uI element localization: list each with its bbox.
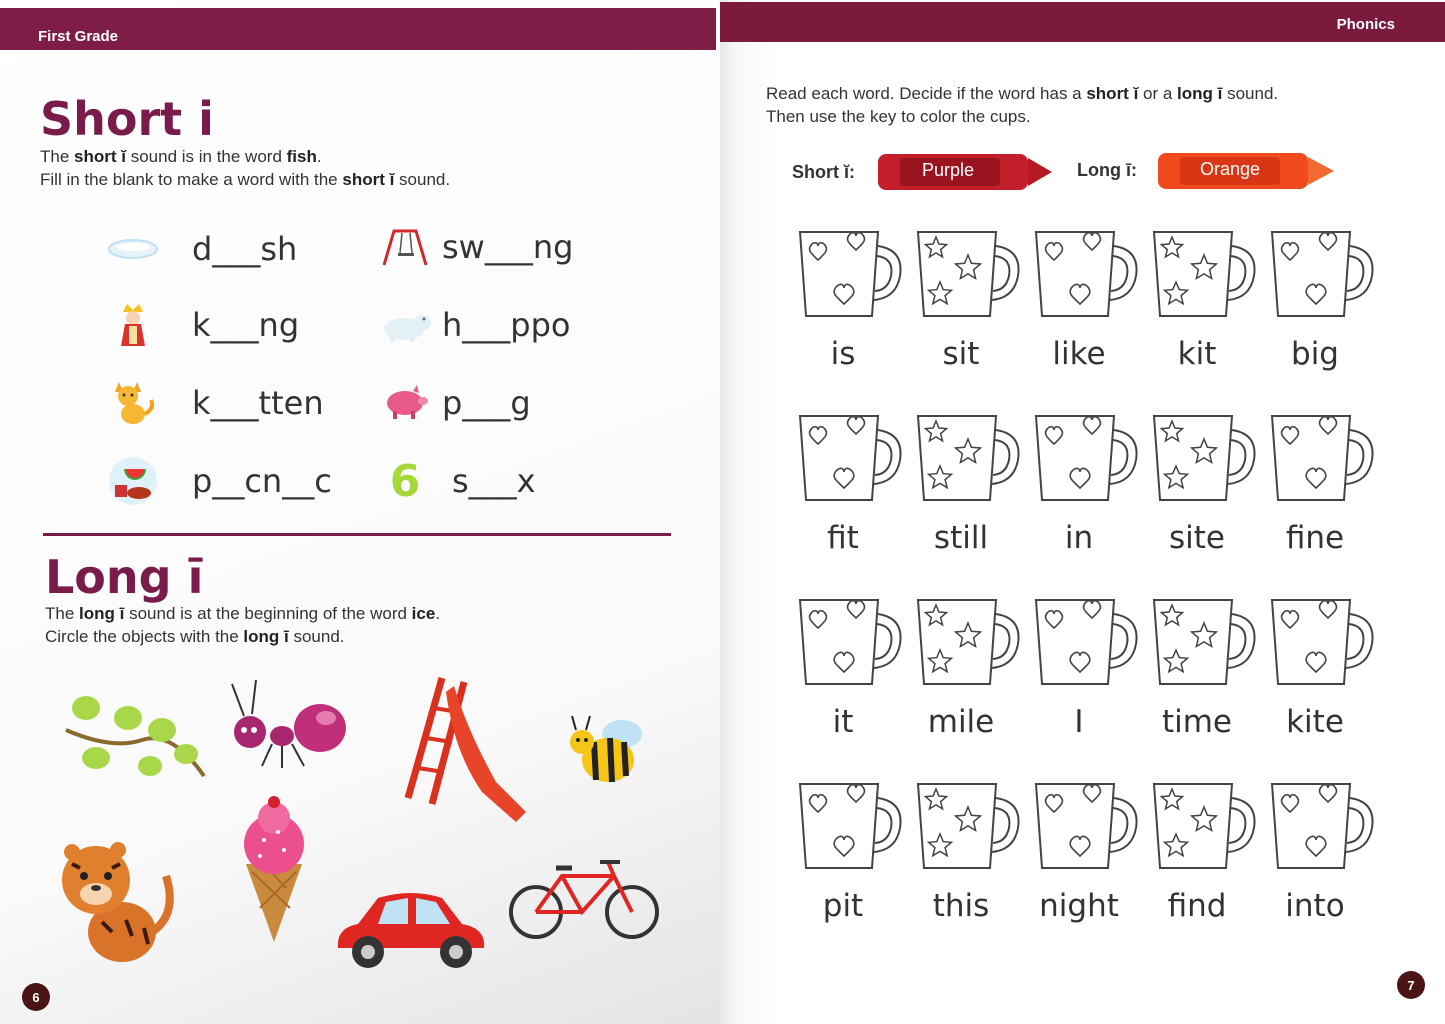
left-page bbox=[0, 0, 720, 1024]
blank-word: p__cn__c bbox=[192, 462, 332, 500]
orange-crayon-icon: Orange bbox=[1158, 151, 1334, 191]
slide-icon[interactable] bbox=[398, 672, 530, 824]
cup-word: pit bbox=[822, 888, 864, 924]
vine-icon[interactable] bbox=[62, 690, 208, 782]
cup-stars-icon[interactable] bbox=[1150, 228, 1260, 323]
cup-hearts-icon[interactable] bbox=[796, 596, 906, 691]
cup-hearts-icon[interactable] bbox=[1032, 780, 1142, 875]
blank-word: sw___ng bbox=[442, 228, 574, 266]
cup-stars-icon[interactable] bbox=[1150, 596, 1260, 691]
bee-icon[interactable] bbox=[566, 712, 650, 788]
grade-label: First Grade bbox=[38, 28, 119, 45]
fill-item bbox=[106, 226, 297, 272]
cup-hearts-icon[interactable] bbox=[1268, 596, 1378, 691]
cup-word: I bbox=[1074, 704, 1084, 740]
short-i-title: Short i bbox=[40, 92, 214, 146]
blank-word: s___x bbox=[452, 462, 536, 500]
cups-instruction-1: Read each word. Decide if the word has a short ĭ or a long ī sound. bbox=[766, 84, 1279, 103]
cup-hearts-icon[interactable] bbox=[1268, 228, 1378, 323]
cup-stars-icon[interactable] bbox=[914, 412, 1024, 507]
purple-crayon-icon: Purple bbox=[878, 152, 1052, 192]
cup-word: it bbox=[832, 704, 854, 740]
picnic-icon bbox=[106, 458, 160, 504]
long-i-instruction-1: The long ī sound is at the beginning of the word ice. bbox=[45, 604, 441, 623]
fill-item bbox=[378, 224, 573, 270]
cup-word: find bbox=[1167, 888, 1227, 924]
key-label-long: Long ī: bbox=[1077, 160, 1137, 180]
fill-item bbox=[106, 380, 324, 426]
long-i-title: Long ī bbox=[45, 550, 204, 604]
cup-hearts-icon[interactable] bbox=[796, 412, 906, 507]
fill-item bbox=[106, 302, 299, 348]
cup-word: in bbox=[1064, 520, 1094, 556]
pig-icon bbox=[378, 380, 432, 426]
cup-word: time bbox=[1161, 704, 1233, 740]
cup-word: fit bbox=[827, 520, 859, 556]
fill-item bbox=[378, 302, 570, 348]
header-band-left bbox=[0, 8, 716, 50]
cup-stars-icon[interactable] bbox=[914, 596, 1024, 691]
cup-word: big bbox=[1291, 336, 1339, 372]
kitten-icon bbox=[106, 380, 160, 426]
cup-word: still bbox=[933, 520, 989, 556]
ant-icon[interactable] bbox=[226, 676, 350, 770]
car-icon[interactable] bbox=[332, 884, 490, 974]
cup-hearts-icon[interactable] bbox=[1268, 780, 1378, 875]
cup-hearts-icon[interactable] bbox=[796, 228, 906, 323]
blank-word: k___ng bbox=[192, 306, 300, 344]
ice-cream-icon[interactable] bbox=[234, 796, 314, 944]
cup-word: like bbox=[1052, 336, 1106, 372]
cup-word: night bbox=[1039, 888, 1119, 924]
key-label-short: Short ĭ: bbox=[792, 162, 855, 182]
cup-word: mile bbox=[927, 704, 995, 740]
right-page bbox=[720, 0, 1445, 1024]
blank-word: d___sh bbox=[192, 230, 298, 268]
king-icon bbox=[106, 302, 160, 348]
cup-hearts-icon[interactable] bbox=[1032, 412, 1142, 507]
cups-instruction-2: Then use the key to color the cups. bbox=[766, 107, 1031, 126]
cup-word: into bbox=[1285, 888, 1345, 924]
cup-word: fine bbox=[1285, 520, 1345, 556]
cup-hearts-icon[interactable] bbox=[1032, 228, 1142, 323]
short-i-instruction-2: Fill in the blank to make a word with the short ĭ sound. bbox=[40, 170, 451, 189]
cup-hearts-icon[interactable] bbox=[1032, 596, 1142, 691]
cup-word: site bbox=[1169, 520, 1225, 556]
cup-word: kit bbox=[1177, 336, 1217, 372]
cup-word: sit bbox=[942, 336, 980, 372]
cup-stars-icon[interactable] bbox=[1150, 780, 1260, 875]
long-i-instruction-2: Circle the objects with the long ī sound. bbox=[45, 627, 345, 646]
bike-icon[interactable] bbox=[506, 856, 662, 942]
fill-item bbox=[106, 458, 332, 504]
cup-hearts-icon[interactable] bbox=[796, 780, 906, 875]
cup-word: this bbox=[932, 888, 990, 924]
six-icon: 6 bbox=[389, 455, 421, 507]
cup-stars-icon[interactable] bbox=[1150, 412, 1260, 507]
blank-word: k___tten bbox=[192, 384, 324, 422]
blank-word: p___g bbox=[442, 384, 531, 422]
blank-word: h___ppo bbox=[442, 306, 571, 344]
cup-word: is bbox=[830, 336, 856, 372]
cup-stars-icon[interactable] bbox=[914, 228, 1024, 323]
tiger-icon[interactable] bbox=[52, 836, 188, 968]
page-number-left: 6 bbox=[22, 983, 50, 1011]
hippo-icon bbox=[378, 302, 432, 348]
header-band-right bbox=[720, 2, 1445, 42]
cup-stars-icon[interactable] bbox=[914, 780, 1024, 875]
section-divider bbox=[43, 533, 671, 536]
cup-word: kite bbox=[1286, 704, 1344, 740]
swing-icon bbox=[378, 224, 432, 270]
dish-icon bbox=[106, 226, 160, 272]
short-i-instruction-1: The short ĭ sound is in the word fish. bbox=[40, 147, 322, 166]
fill-item bbox=[378, 455, 536, 507]
cup-hearts-icon[interactable] bbox=[1268, 412, 1378, 507]
fill-item bbox=[378, 380, 531, 426]
page-number-right: 7 bbox=[1397, 971, 1425, 999]
subject-label: Phonics bbox=[1336, 16, 1395, 33]
